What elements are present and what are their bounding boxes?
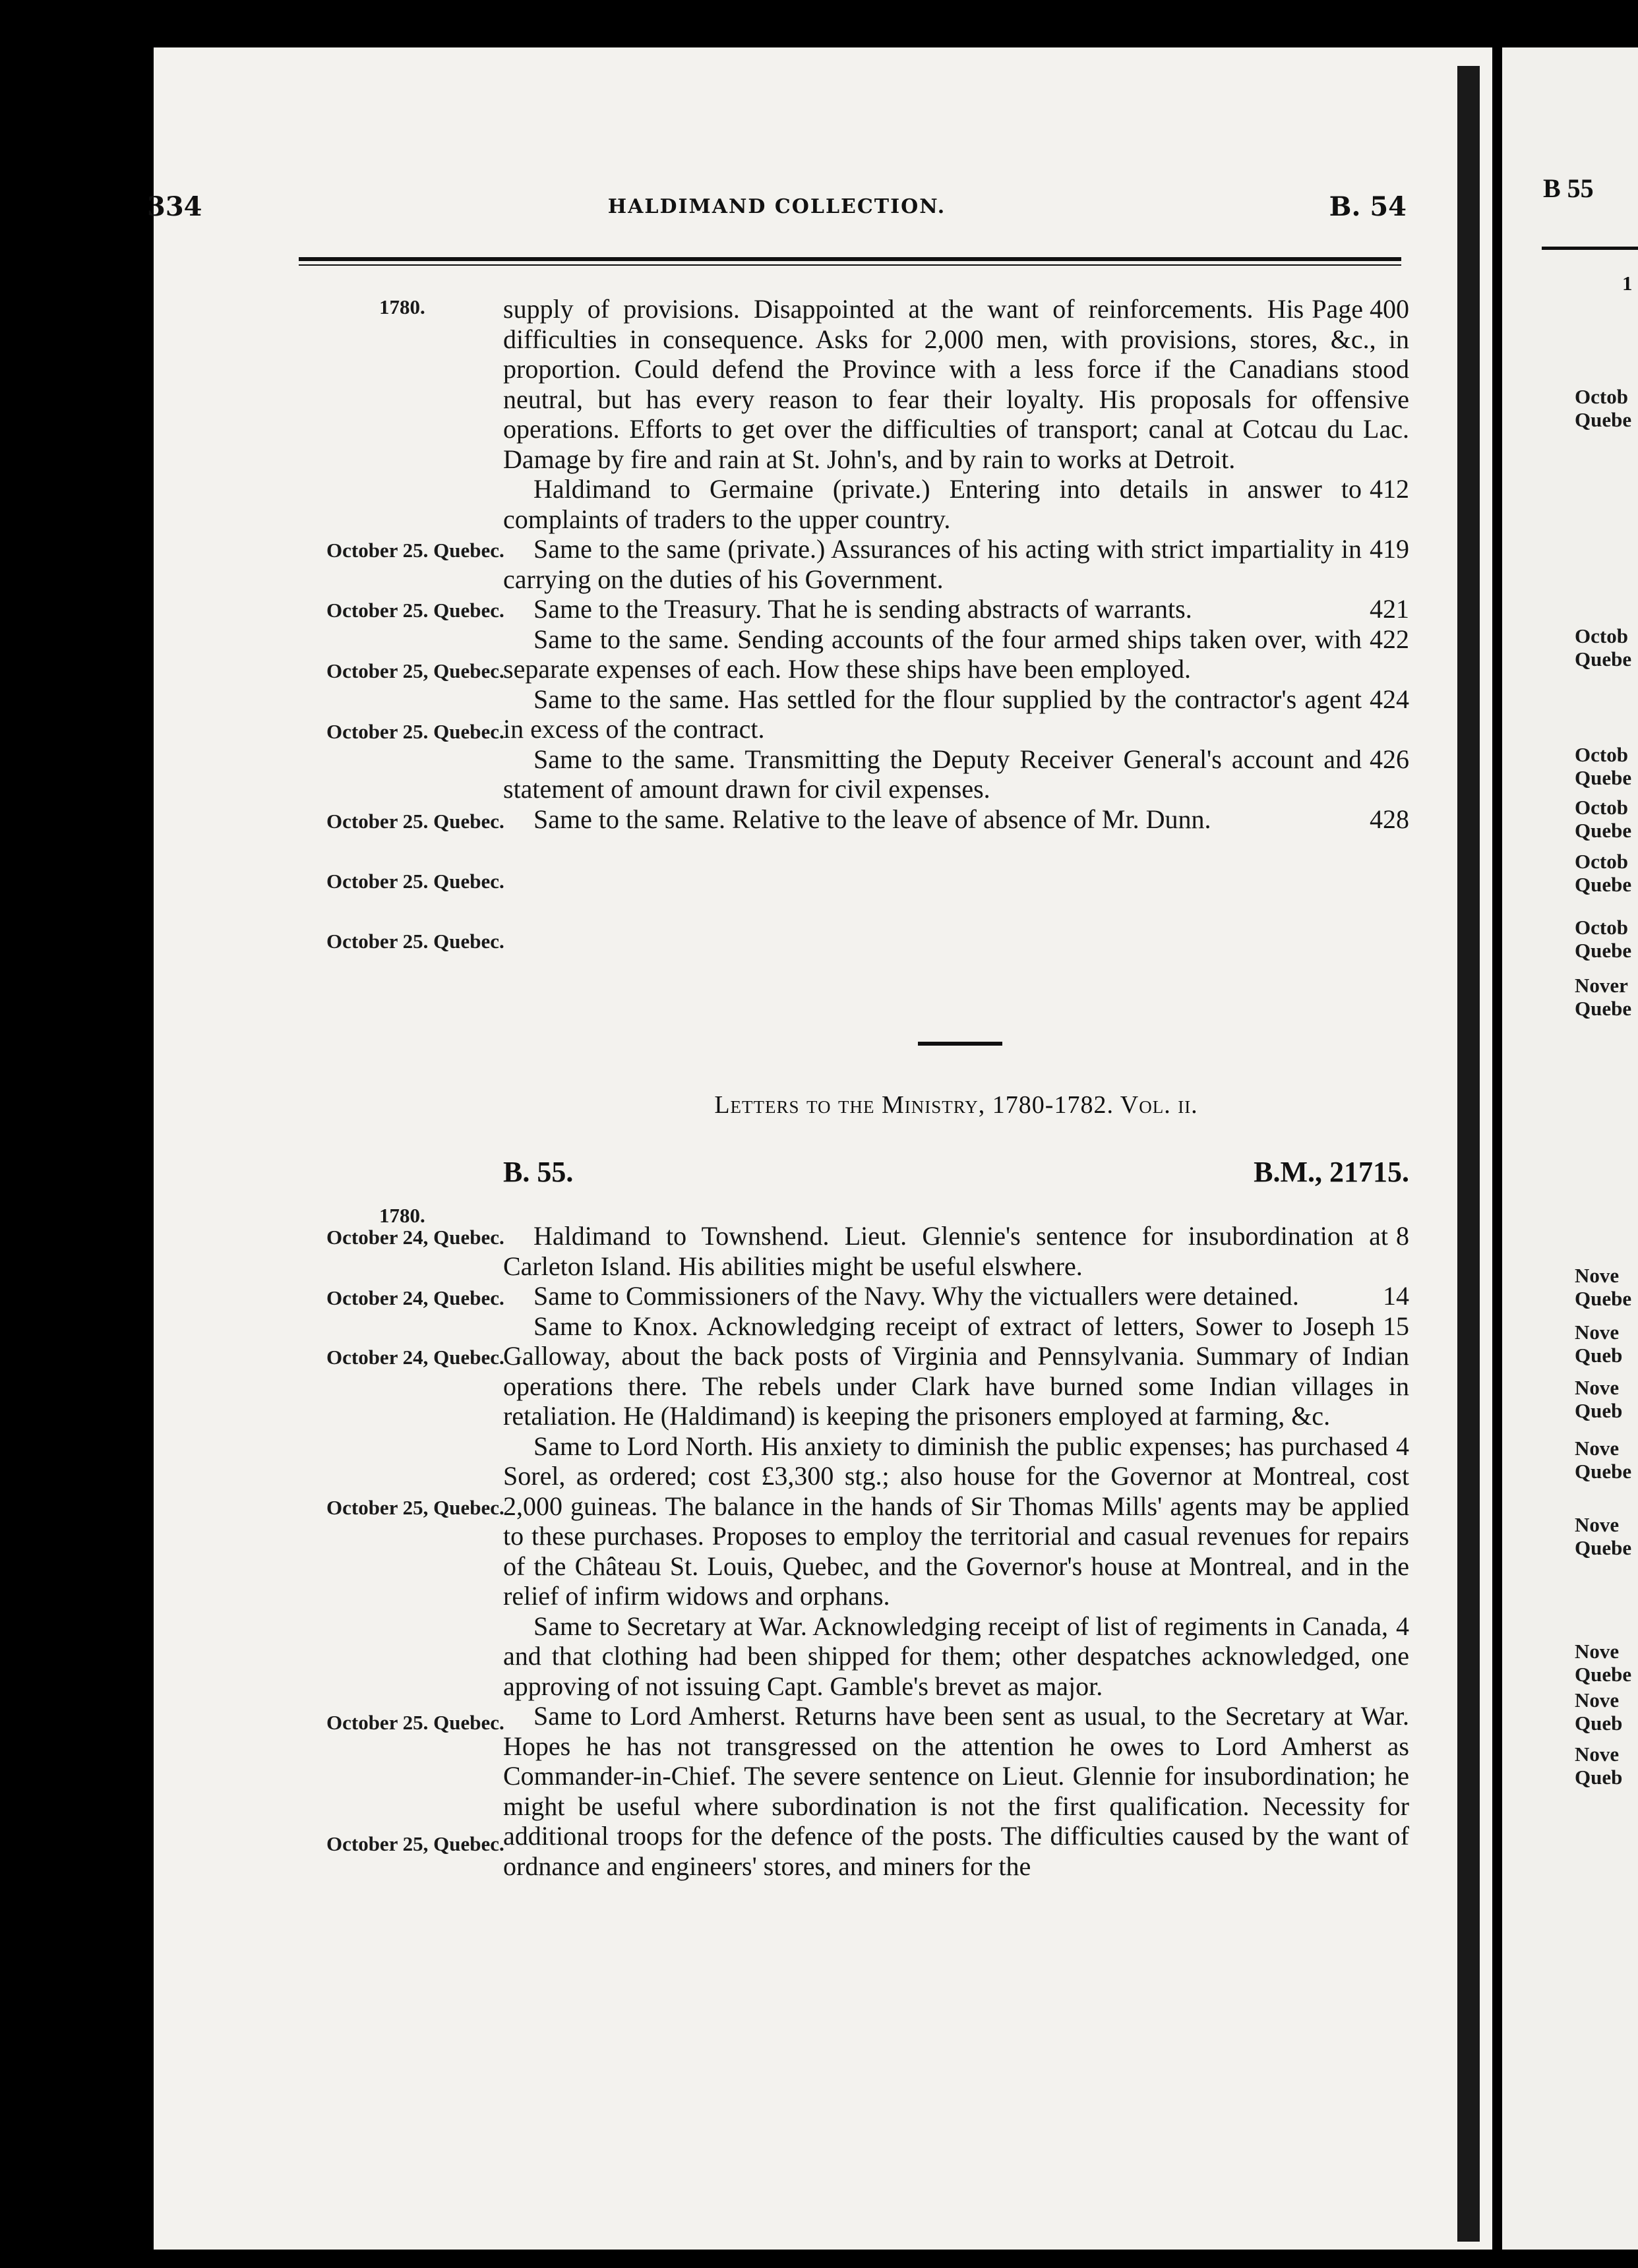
page-reference: 4 — [1396, 1611, 1409, 1641]
entry-text: Haldimand to Germaine (private.) Entering into details in answer to complaints of traders to the upper country. — [503, 474, 1362, 534]
next-page-date-fragment: Octob — [1575, 916, 1628, 939]
next-page-date-fragment: Nove — [1575, 1513, 1620, 1536]
book-spine — [1457, 66, 1480, 2242]
next-page-date-fragment: Nove — [1575, 1640, 1620, 1663]
entry-date: October 25. Quebec. — [326, 599, 504, 622]
entry-date: October 24, Quebec. — [326, 1286, 504, 1309]
page-reference: 8 — [1396, 1221, 1409, 1251]
list-item — [503, 1431, 1409, 1611]
entry-date: October 25. Quebec. — [326, 1711, 504, 1734]
next-page-date-fragment: Nove — [1575, 1688, 1620, 1712]
list-item — [503, 1221, 1409, 1281]
section-title: Letters to the Ministry, 1780-1782. Vol. ii. — [714, 1091, 1198, 1119]
running-title: HALDIMAND COLLECTION. — [607, 195, 946, 218]
page-reference: 428 — [1370, 804, 1409, 834]
next-page-year: 1 — [1622, 272, 1633, 295]
page-reference: Page 400 — [1312, 294, 1409, 324]
list-item — [503, 1281, 1409, 1311]
next-page-date-fragment: Queb — [1575, 1712, 1623, 1735]
list-item — [503, 474, 1409, 534]
entry-text: Same to the same. Transmitting the Deputy Receiver General's account and statement of amount drawn for civil expenses. — [503, 744, 1362, 804]
page-reference: 412 — [1370, 474, 1409, 504]
page-header — [147, 152, 1407, 284]
list-item — [503, 684, 1409, 744]
entry-date: October 25, Quebec. — [326, 659, 504, 682]
next-page-date-fragment: Octob — [1575, 624, 1628, 647]
next-page-date-fragment: Queb — [1575, 1344, 1623, 1367]
section-divider — [918, 1042, 1002, 1046]
next-page-header: B 55 — [1543, 173, 1594, 203]
next-page-date-fragment: Nove — [1575, 1321, 1620, 1344]
year-label: 1780. — [379, 295, 425, 318]
list-item — [503, 804, 1409, 835]
next-page-date-fragment: Quebe — [1575, 1287, 1632, 1310]
entry-date: October 25. Quebec. — [326, 870, 504, 893]
page-reference: 421 — [1370, 594, 1409, 624]
entry-text: Same to the same. Relative to the leave of absence of Mr. Dunn. — [533, 804, 1211, 834]
next-page-date-fragment: Nover — [1575, 974, 1628, 997]
page-reference: 14 — [1383, 1281, 1409, 1311]
page-reference: 4 — [1396, 1431, 1409, 1461]
entry-text: Same to Knox. Acknowledging receipt of extract of letters, Sower to Joseph Galloway, about the back posts of Virginia and Pennsylvania. Summary of Indian operations there. The rebels under Clark have burned some Indian villages in retaliation. He (Haldimand) is keeping the prisoners employed at farming, &c. — [503, 1311, 1409, 1431]
entry-date: October 25. Quebec. — [326, 930, 504, 953]
header-rule-thin — [299, 264, 1401, 266]
volume-reference: B. 54 — [1329, 191, 1407, 222]
next-page-date-fragment: Octob — [1575, 385, 1628, 408]
next-page-date-fragment: Quebe — [1575, 1536, 1632, 1559]
next-page-date-fragment: Quebe — [1575, 408, 1632, 431]
volume-label: B. 55. — [503, 1156, 574, 1188]
page-reference: 15 — [1383, 1311, 1409, 1341]
next-page-date-fragment: Quebe — [1575, 873, 1632, 896]
entry-date: October 25. Quebec. — [326, 810, 504, 833]
entry-date: October 25. Quebec. — [326, 539, 504, 562]
entry-text: Same to Lord Amherst. Returns have been sent as usual, to the Secretary at War. Hopes he has not transgressed on the attention he owes to Lord Amherst as Commander-in-Chief. The severe sentence on Lieut. Glennie for insubordination; he might be useful where subordination is not the first qualification. Necessity for additional troops for the defence of the posts. The difficulties caused by the want of ordnance and engineers' stores, and miners for the — [503, 1701, 1409, 1881]
entry-text: Same to the same (private.) Assurances of his acting with strict impartiality in carrying on the duties of his Government. — [503, 534, 1362, 594]
header-rule-thick — [299, 257, 1401, 261]
next-page-date-fragment: Quebe — [1575, 819, 1632, 842]
page-number: 334 — [147, 191, 202, 222]
entry-date: October 25. Quebec. — [326, 720, 504, 743]
list-item — [503, 594, 1409, 624]
page-reference: 419 — [1370, 534, 1409, 564]
next-page-date-fragment: Octob — [1575, 796, 1628, 819]
next-page-date-fragment: Quebe — [1575, 1460, 1632, 1483]
entry-date: October 24, Quebec. — [326, 1346, 504, 1369]
entry-date: October 25, Quebec. — [326, 1832, 504, 1855]
next-page-date-fragment: Octob — [1575, 850, 1628, 873]
list-item — [503, 1701, 1409, 1881]
next-page-date-fragment: Nove — [1575, 1437, 1620, 1460]
next-page-date-fragment: Quebe — [1575, 1663, 1632, 1686]
next-page-date-fragment: Queb — [1575, 1766, 1623, 1789]
entry-date: October 25, Quebec. — [326, 1496, 504, 1519]
list-item — [503, 534, 1409, 594]
next-page-date-fragment: Nove — [1575, 1376, 1620, 1399]
entries-b55 — [503, 1221, 1409, 1881]
next-page-rule — [1542, 247, 1638, 250]
next-page-date-fragment: Octob — [1575, 743, 1628, 766]
entry-date: October 24, Quebec. — [326, 1226, 504, 1249]
entry-text: Same to Lord North. His anxiety to diminish the public expenses; has purchased Sorel, as ordered; cost £3,300 stg.; also house for the Governor at Montreal, cost 2,000 guineas. The balance in the hands of Sir Thomas Mills' agents may be applied to these purchases. Proposes to employ the territorial and casual revenues for repairs of the Château St. Louis, Quebec, and the Governor's house at Montreal, and in the relief of infirm widows and orphans. — [503, 1431, 1409, 1611]
next-page-date-fragment: Quebe — [1575, 766, 1632, 789]
list-item — [503, 1311, 1409, 1431]
next-page-date-fragment: Queb — [1575, 1399, 1623, 1422]
entry-text: Same to Commissioners of the Navy. Why the victuallers were detained. — [533, 1281, 1299, 1311]
entry-text: Haldimand to Townshend. Lieut. Glennie's sentence for insubordination at Carleton Island. His abilities might be useful elswhere. — [503, 1221, 1388, 1281]
next-page-date-fragment: Nove — [1575, 1264, 1620, 1287]
entry-text: Same to the same. Sending accounts of the four armed ships taken over, with separate expenses of each. How these ships have been employed. — [503, 624, 1362, 684]
entry-text: Same to the Treasury. That he is sending abstracts of warrants. — [533, 594, 1192, 624]
entries-b54 — [503, 294, 1409, 834]
next-page-edge — [1502, 47, 1638, 2250]
year-label: 1780. — [379, 1204, 425, 1227]
page-reference: 426 — [1370, 744, 1409, 774]
next-page-date-fragment: Nove — [1575, 1743, 1620, 1766]
entry-text: Same to Secretary at War. Acknowledging receipt of list of regiments in Canada, and that clothing had been shipped for them; other despatches acknowledged, one approving of not issuing Capt. Gamble's brevet as major. — [503, 1611, 1409, 1701]
list-item — [503, 1611, 1409, 1702]
page-reference: 424 — [1370, 684, 1409, 714]
manuscript-reference: B.M., 21715. — [1254, 1156, 1409, 1188]
next-page-date-fragment: Quebe — [1575, 997, 1632, 1020]
entry-text: supply of provisions. Disappointed at the want of reinforcements. His difficulties in consequence. Asks for 2,000 men, with provisions, stores, &c., in proportion. Could defend the Province with a less force if the Canadians stood neutral, but has every reason to fear their loyalty. His proposals for offensive operations. Efforts to get over the difficulties of transport; canal at Cotcau du Lac. Damage by fire and rain at St. John's, and by rain to works at Detroit. — [503, 294, 1409, 474]
list-item — [503, 624, 1409, 684]
next-page-date-fragment: Quebe — [1575, 647, 1632, 671]
list-item — [503, 744, 1409, 804]
page-reference: 422 — [1370, 624, 1409, 654]
entry-text: Same to the same. Has settled for the flour supplied by the contractor's agent in excess of the contract. — [503, 684, 1362, 744]
list-item — [503, 294, 1409, 474]
next-page-date-fragment: Quebe — [1575, 939, 1632, 962]
